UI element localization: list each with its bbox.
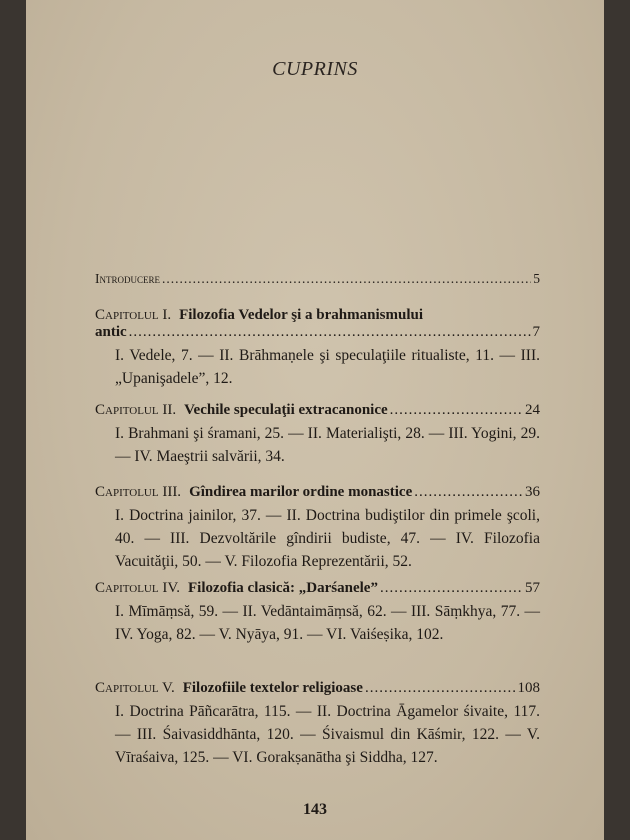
chapter-label: Capitolul II. [95, 402, 177, 418]
chapter-title-continued: antic [95, 324, 127, 340]
chapter-title: Filozofia clasică: „Darśanele” [187, 580, 378, 596]
chapter-title: Gîndirea marilor ordine monastice [189, 484, 413, 500]
book-page [26, 0, 604, 840]
toc-chapter-3 [95, 484, 540, 573]
chapter-page: 24 [525, 402, 540, 418]
chapter-contents: I. Vedele, 7. — II. Brāhmaṇele şi speculaţiile ritualiste, 11. — III. „Upanişadele”, 12. [115, 347, 540, 387]
toc-chapter-1 [95, 307, 540, 390]
chapter-contents: I. Mīmāṃsă, 59. — II. Vedāntaimāṃsă, 62. — III. Sāṃkhya, 77. — IV. Yoga, 82. — V. Nyāya, 91. — VI. Vaiśeṣika, 102. [115, 603, 540, 643]
toc-chapter-5 [95, 680, 540, 769]
dot-leader [390, 402, 523, 419]
chapter-page: 36 [525, 484, 540, 500]
dot-leader [129, 324, 531, 341]
chapter-label: Capitolul III. [95, 484, 182, 500]
chapter-page: 7 [532, 324, 540, 340]
chapter-label: Capitolul I. [95, 307, 172, 323]
chapter-title: Filozofia Vedelor şi a brahmanismului [179, 307, 423, 323]
dot-leader [414, 484, 523, 501]
chapter-contents: I. Doctrina Pāñcarātra, 115. — II. Doctrina Āgamelor śivaite, 117. — III. Śaivasiddhānta, 120. — Śivaismul din Kāśmir, 122. — V. Vīraśaiva, 125. — VI. Gorakṣanātha şi Siddha, 127. [115, 703, 540, 766]
dot-leader [162, 271, 531, 287]
toc-chapter-2 [95, 402, 540, 468]
page-number: 143 [303, 801, 327, 818]
chapter-page: 108 [517, 680, 540, 696]
dot-leader [365, 680, 516, 697]
page-title: CUPRINS [272, 58, 358, 80]
introduction-label: Introducere [95, 271, 160, 286]
toc-chapter-4 [95, 580, 540, 646]
dot-leader [380, 580, 523, 597]
chapter-title: Filozofiile textelor religioase [182, 680, 363, 696]
chapter-label: Capitolul V. [95, 680, 175, 696]
introduction-page: 5 [533, 271, 540, 286]
chapter-contents: I. Brahmani şi śramani, 25. — II. Materialişti, 28. — III. Yogini, 29. — IV. Maeştrii salvării, 34. [115, 425, 540, 465]
chapter-page: 57 [525, 580, 540, 596]
toc-entry-introduction [95, 271, 540, 287]
chapter-title: Vechile speculaţii extracanonice [184, 402, 388, 418]
chapter-contents: I. Doctrina jainilor, 37. — II. Doctrina budiştilor din primele şcoli, 40. — III. Dezvoltările gîndirii budiste, 47. — IV. Filozofia Vacuităţii, 50. — V. Filozofia Reprezentării, 52. [115, 507, 540, 570]
chapter-label: Capitolul IV. [95, 580, 180, 596]
